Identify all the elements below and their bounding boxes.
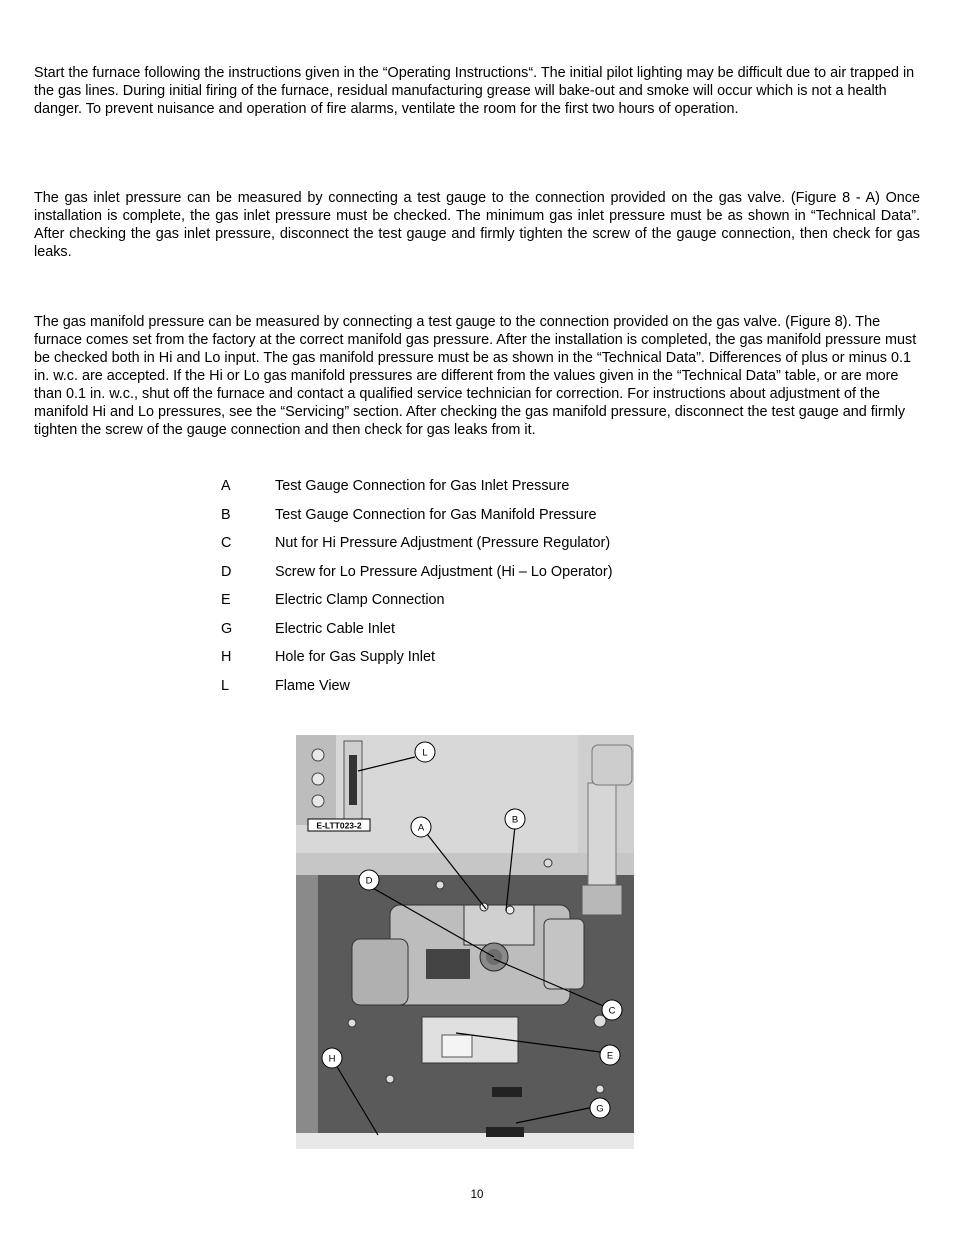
legend-description: Test Gauge Connection for Gas Manifold Pressure <box>275 506 597 523</box>
callout-E <box>600 1045 620 1065</box>
svg-text:L: L <box>422 747 428 759</box>
svg-text:E: E <box>606 1050 614 1062</box>
svg-text:D: D <box>365 875 373 887</box>
flame-view-window <box>349 755 357 805</box>
svg-text:H: H <box>328 1053 336 1065</box>
legend-item <box>221 620 681 649</box>
legend-description: Nut for Hi Pressure Adjustment (Pressure Regulator) <box>275 535 611 551</box>
gas-supply-pipe <box>588 783 616 889</box>
gas-valve-figure <box>296 735 634 1149</box>
upper-panel <box>296 735 578 853</box>
legend-letter: L <box>221 677 230 694</box>
svg-text:B: B <box>511 814 519 826</box>
legend-description: Hole for Gas Supply Inlet <box>275 649 435 665</box>
callout-L <box>415 742 435 762</box>
callout-B <box>505 809 525 829</box>
legend-letter: H <box>221 649 232 665</box>
legend-description: Electric Clamp Connection <box>275 592 445 608</box>
figure-legend <box>221 477 681 705</box>
gas-manifold-pressure-paragraph: The gas manifold pressure can be measured by connecting a test gauge to the connection provided on the gas valve. (Figure 8). The furnace comes set from the factory at the correct manifold gas pressure. After the installation is completed, the gas manifold pressure must be checked both in Hi and Lo input. The gas manifold pressure must be as shown in the “Technical Data”. Differences of plus or minus 0.1 in. w.c. are accepted. If the Hi or Lo gas manifold pressures are different from the values given in the “Technical Data” table, or are more than 0.1 in. w.c., shut off the furnace and contact a qualified service technician for correction. For instructions about adjustment of the manifold Hi and Lo pressures, see the “Servicing” section. After checking the gas manifold pressure, disconnect the test gauge and firmly tighten the screw of the gauge connection and then check for gas leaks from it. <box>34 314 917 438</box>
electric-cable-inlet <box>486 1127 524 1137</box>
legend-letter: G <box>221 620 233 637</box>
svg-text:C: C <box>608 1005 616 1017</box>
legend-letter: E <box>221 592 231 608</box>
svg-text:A: A <box>417 822 425 834</box>
page-number: 10 <box>470 1189 484 1201</box>
legend-item <box>221 677 681 706</box>
intro-paragraph: Start the furnace following the instructions given in the “Operating Instructions“. The initial pilot lighting may be difficult due to air trapped in the gas lines. During initial firing of the furnace, residual manufacturing grease will bake-out and smoke will occur which is not a health danger. To prevent nuisance and operation of fire alarms, ventilate the room for the first two hours of operation. <box>34 65 915 117</box>
legend-description: Screw for Lo Pressure Adjustment (Hi – Lo Operator) <box>275 563 613 580</box>
legend-item <box>221 506 681 535</box>
callout-C <box>602 1000 622 1020</box>
legend-description: Flame View <box>275 677 350 694</box>
legend-letter: A <box>221 478 231 494</box>
legend-item <box>221 534 681 563</box>
legend-letter: C <box>221 535 232 551</box>
legend-item <box>221 648 681 677</box>
gas-inlet-pressure-paragraph: The gas inlet pressure can be measured by connecting a test gauge to the connection provided on the gas valve. (Figure 8 - A) Once installation is complete, the gas inlet pressure must be checked. The minimum gas inlet pressure must be as shown in “Technical Data”. After checking the gas inlet pressure, disconnect the test gauge and firmly tighten the screw of the gauge connection, then check for gas leaks. <box>34 190 920 260</box>
legend-item <box>221 477 681 506</box>
figure-code-label: E-LTT023-2 <box>316 820 362 831</box>
legend-description: Test Gauge Connection for Gas Inlet Pressure <box>275 478 570 494</box>
legend-item <box>221 563 681 592</box>
legend-description: Electric Cable Inlet <box>275 620 395 637</box>
callout-G <box>590 1098 610 1118</box>
legend-letter: D <box>221 563 232 580</box>
callout-A <box>411 817 431 837</box>
callout-H <box>322 1048 342 1068</box>
legend-letter: B <box>221 506 231 523</box>
svg-text:G: G <box>596 1103 604 1115</box>
callout-D <box>359 870 379 890</box>
legend-item <box>221 591 681 620</box>
